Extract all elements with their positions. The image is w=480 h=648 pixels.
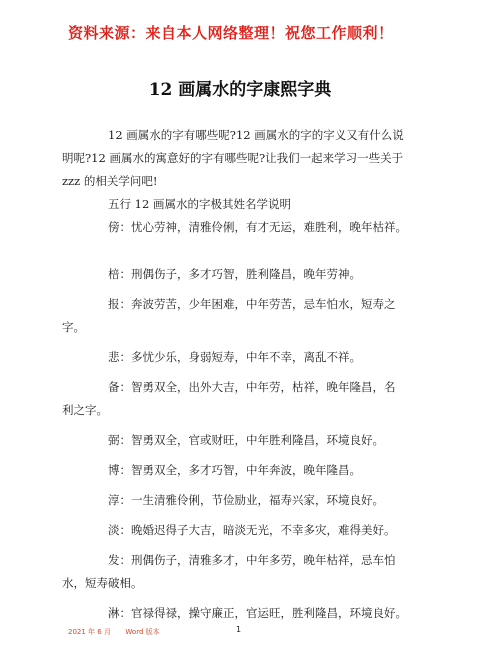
- entry-line: 棓：刑偶伤子，多才巧智，胜利隆昌，晚年劳神。: [108, 267, 361, 281]
- intro-line: 明呢?12 画属水的寓意好的字有哪些呢?让我们一起来学习一些关于: [62, 151, 404, 165]
- entry-item: [62, 263, 422, 286]
- entry-item: [62, 459, 422, 482]
- entry-line: 淳：一生清雅伶俐，节俭励业，福寿兴家，环境良好。: [108, 493, 384, 507]
- entry-line: 发：刑偶伤子，清雅多才，中年多劳，晚年枯祥，忌车怕: [108, 553, 396, 567]
- document-title: 12 画属水的字康熙字典: [148, 80, 332, 100]
- entry-line: 报：奔波劳苦，少年困难，中年劳苦，忌车怕水，短寿之: [108, 297, 396, 311]
- entry-list: [62, 216, 422, 632]
- entry-line: 字。: [62, 320, 85, 334]
- footer-app: Word 版本: [125, 628, 160, 636]
- intro-section: [62, 124, 422, 216]
- entry-item: [62, 216, 422, 239]
- entry-item: [62, 489, 422, 512]
- entry-line: 水，短寿破相。: [62, 576, 143, 590]
- footer-date: 2021 年 6 月: [68, 628, 111, 636]
- entry-line: 淋：官禄得禄，操守廉正，官运旺，胜利隆昌，环境良好。: [108, 606, 407, 620]
- entry-item: [62, 549, 422, 595]
- intro-line: 12 画属水的字有哪些呢?12 画属水的字的字义又有什么说: [108, 128, 404, 142]
- entry-item: [62, 346, 422, 369]
- entry-line: 备：智勇双全，出外大吉，中年劳，枯祥，晚年隆昌，名: [108, 380, 396, 394]
- entry-line: 傍：忧心劳神，清雅伶俐，有才无运，难胜利，晚年枯祥。: [108, 220, 407, 234]
- footer-meta: [68, 627, 160, 637]
- entry-item: [62, 602, 422, 625]
- entry-item: [62, 376, 422, 422]
- section-heading: 五行 12 画属水的字极其姓名学说明: [108, 197, 291, 211]
- page-number: 1: [236, 625, 242, 634]
- source-banner: 资料来源：来自本人网络整理！祝您工作顺利！: [68, 24, 394, 42]
- entry-item: [62, 519, 422, 542]
- entry-line: 博：智勇双全，多才巧智，中年奔波，晚年隆昌。: [108, 463, 361, 477]
- entry-item: [62, 293, 422, 339]
- entry-line: 淡：晚婚迟得子大吉，暗淡无光，不幸多灾，难得美好。: [108, 523, 396, 537]
- entry-item: [62, 429, 422, 452]
- intro-line: zzz 的相关学问吧!: [62, 174, 158, 188]
- entry-line: 弼：智勇双全，官或财旺，中年胜利隆昌，环境良好。: [108, 433, 384, 447]
- entry-line: 悲：多忧少乐，身弱短寿，中年不幸，离乱不祥。: [108, 350, 361, 364]
- entry-line: 利之字。: [62, 403, 108, 417]
